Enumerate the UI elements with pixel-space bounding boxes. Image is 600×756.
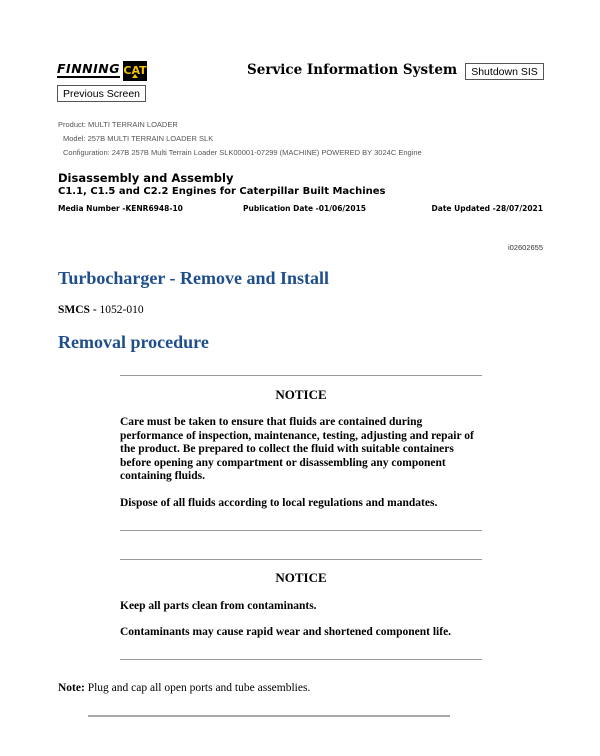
notice1-bottom-rule bbox=[120, 530, 482, 531]
finning-logo-text: FINNING bbox=[57, 61, 120, 76]
configuration-line: Configuration: 247B 257B Multi Terrain Loader SLK00001-07299 (MACHINE) POWERED BY 3024C Engine bbox=[63, 148, 422, 157]
note-body: Plug and cap all open ports and tube assemblies. bbox=[84, 682, 311, 694]
document-title: Disassembly and Assembly bbox=[58, 171, 234, 185]
notice2-paragraph1: Keep all parts clean from contaminants. bbox=[120, 600, 317, 612]
notice2-paragraph2: Contaminants may cause rapid wear and shortened component life. bbox=[120, 626, 452, 638]
shutdown-sis-button[interactable]: Shutdown SIS bbox=[465, 63, 544, 80]
section-heading: Removal procedure bbox=[58, 332, 209, 352]
previous-screen-button[interactable]: Previous Screen bbox=[57, 85, 146, 102]
model-line: Model: 257B MULTI TERRAIN LOADER SLK bbox=[63, 134, 214, 143]
notice2-title: NOTICE bbox=[275, 570, 327, 585]
page-heading: Turbocharger - Remove and Install bbox=[58, 268, 330, 288]
notice1-paragraph2: Dispose of all fluids according to local regulations and mandates. bbox=[120, 497, 438, 509]
notice2-bottom-rule bbox=[120, 659, 482, 660]
notice1-title: NOTICE bbox=[275, 387, 327, 402]
note-text bbox=[58, 682, 310, 694]
smcs-label: SMCS - bbox=[58, 304, 97, 316]
document-id: i02602655 bbox=[507, 243, 543, 252]
publication-date: Publication Date -01/06/2015 bbox=[243, 204, 367, 213]
smcs-code bbox=[58, 304, 144, 316]
product-line: Product: MULTI TERRAIN LOADER bbox=[58, 120, 178, 129]
notice1-top-rule bbox=[120, 375, 482, 376]
document-subtitle: C1.1, C1.5 and C2.2 Engines for Caterpillar Built Machines bbox=[58, 186, 386, 197]
system-title: Service Information System bbox=[247, 62, 458, 78]
note-label: Note: bbox=[58, 682, 85, 694]
smcs-value: 1052-010 bbox=[96, 304, 144, 316]
notice1-paragraph1: Care must be taken to ensure that fluids are contained during performance of inspection, maintenance, testing, adjusting and repair of the product. Be prepared to collect the fluid with suitable containers before opening any compartment or disassembling any component containing fluids. bbox=[120, 416, 474, 483]
finning-cat-logo bbox=[57, 59, 152, 82]
page-bottom-rule bbox=[88, 715, 450, 717]
notice2-top-rule bbox=[120, 559, 482, 560]
media-number: Media Number -KENR6948-10 bbox=[58, 204, 183, 213]
date-updated: Date Updated -28/07/2021 bbox=[431, 204, 543, 213]
cat-logo-badge: CAT bbox=[123, 61, 147, 81]
